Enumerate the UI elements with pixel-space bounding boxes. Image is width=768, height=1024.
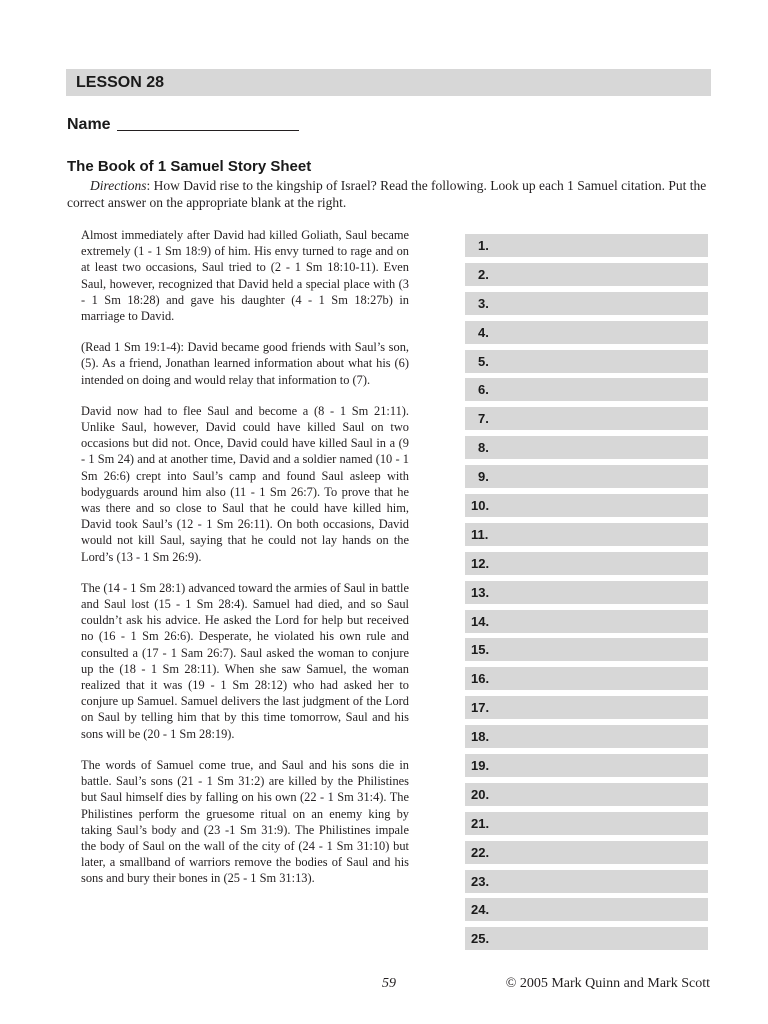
answer-number: 23. — [471, 873, 490, 889]
answer-blank-10[interactable] — [465, 494, 708, 517]
answer-number: 18. — [471, 729, 490, 745]
answer-blank-17[interactable] — [465, 696, 708, 719]
answer-blank-1[interactable] — [465, 234, 708, 257]
answer-blanks — [465, 234, 708, 956]
answer-blank-18[interactable] — [465, 725, 708, 748]
answer-number: 13. — [471, 584, 490, 600]
answer-blank-4[interactable] — [465, 321, 708, 344]
answer-number: 20. — [471, 786, 490, 802]
answer-number: 19. — [471, 758, 490, 774]
answer-number: 15. — [471, 642, 490, 658]
story-paragraph: The (14 - 1 Sm 28:1) advanced toward the armies of Saul in battle and Saul lost (15 - 1 Sm 28:4). Samuel had died, and so Saul couldn’t ask his advice. He asked the Lord for help but received no (16 - 1 Sm 26:6). Desperate, he violated his own rule and consulted a (17 - 1 Sam 26:7). Saul asked the woman to conjure up the (18 - 1 Sm 28:11). When she saw Samuel, the woman realized that it was (19 - 1 Sm 28:12) who had asked her to conjure up Samuel. Samuel delivers the last judgment of the Lord on Saul by telling him that by this time tomorrow, Saul and his sons will be (20 - 1 Sm 28:19). — [81, 580, 409, 741]
answer-number: 6. — [478, 382, 489, 398]
answer-blank-14[interactable] — [465, 610, 708, 633]
answer-blank-5[interactable] — [465, 350, 708, 373]
answer-blank-8[interactable] — [465, 436, 708, 459]
answer-blank-23[interactable] — [465, 870, 708, 893]
answer-blank-7[interactable] — [465, 407, 708, 430]
answer-number: 7. — [478, 411, 489, 427]
story-paragraph: The words of Samuel come true, and Saul and his sons die in battle. Saul’s sons (21 - 1 Sm 31:2) are killed by the Philistines but Saul himself dies by falling on his own (22 - 1 Sm 31:4). The Philistines perform the gruesome ritual on an enemy king by taking Saul’s body and (23 -1 Sm 31:9). The Philistines impale the body of Saul on the wall of the city of (24 - 1 Sm 31:10) but later, a smallband of warriors remove the bodies of Saul and his sons and bury their bones in (25 - 1 Sm 31:13). — [81, 757, 409, 886]
name-blank[interactable] — [117, 116, 299, 131]
directions-text: : How David rise to the kingship of Israel? Read the following. Look up each 1 Samuel citation. Put the correct answer on the appropriate blank at the right. — [67, 178, 707, 210]
story-paragraph: David now had to flee Saul and become a (8 - 1 Sm 21:11). Unlike Saul, however, David could have killed Saul on two occasions but did not. Once, David could have killed Saul in a (9 - 1 Sm 24) and at another time, David and a soldier named (10 - 1 Sm 26:6) crept into Saul’s camp and found Saul asleep with bodyguards around him also (11 - 1 Sm 26:7). To prove that he was there and so close to Saul that he could have killed him, David took Saul’s (12 - 1 Sm 26:11). On both occasions, David would not kill Saul, saying that he could not lay hands on the Lord’s (13 - 1 Sm 26:9). — [81, 403, 409, 564]
answer-blank-22[interactable] — [465, 841, 708, 864]
answer-blank-15[interactable] — [465, 638, 708, 661]
lesson-title: LESSON 28 — [76, 74, 165, 91]
answer-number: 22. — [471, 844, 490, 860]
name-field — [67, 116, 299, 134]
answer-number: 4. — [478, 324, 489, 340]
answer-blank-24[interactable] — [465, 898, 708, 921]
answer-blank-25[interactable] — [465, 927, 708, 950]
answer-number: 21. — [471, 815, 490, 831]
answer-number: 9. — [478, 469, 489, 485]
answer-blank-16[interactable] — [465, 667, 708, 690]
answer-number: 14. — [471, 613, 490, 629]
answer-blank-12[interactable] — [465, 552, 708, 575]
page-number: 59 — [382, 976, 396, 991]
answer-number: 16. — [471, 671, 490, 687]
story-text — [81, 227, 409, 902]
answer-blank-20[interactable] — [465, 783, 708, 806]
answer-blank-13[interactable] — [465, 581, 708, 604]
name-label: Name — [67, 116, 111, 133]
copyright: © 2005 Mark Quinn and Mark Scott — [505, 976, 710, 991]
answer-number: 12. — [471, 555, 490, 571]
directions-label: Directions — [90, 178, 147, 193]
answer-blank-3[interactable] — [465, 292, 708, 315]
answer-blank-19[interactable] — [465, 754, 708, 777]
answer-blank-2[interactable] — [465, 263, 708, 286]
answer-blank-11[interactable] — [465, 523, 708, 546]
answer-number: 2. — [478, 266, 489, 282]
story-paragraph: Almost immediately after David had killed Goliath, Saul became extremely (1 - 1 Sm 18:9) of him. His envy turned to rage and on at least two occasions, Saul tried to (2 - 1 Sm 18:10-11). Even Saul, however, recognized that David held a special place with (3 - 1 Sm 18:28) and gave his daughter (4 - 1 Sm 18:27b) in marriage to David. — [81, 228, 409, 324]
answer-number: 24. — [471, 902, 490, 918]
answer-number: 1. — [478, 238, 489, 253]
answer-blank-9[interactable] — [465, 465, 708, 488]
answer-number: 17. — [471, 700, 490, 716]
answer-blank-21[interactable] — [465, 812, 708, 835]
page-title: The Book of 1 Samuel Story Sheet — [67, 158, 312, 175]
answer-number: 5. — [478, 353, 489, 369]
answer-number: 10. — [471, 498, 490, 514]
answer-blank-6[interactable] — [465, 378, 708, 401]
answer-number: 8. — [478, 440, 489, 456]
lesson-header — [66, 69, 711, 96]
directions — [67, 177, 711, 211]
answer-number: 25. — [471, 931, 490, 947]
answer-number: 3. — [478, 295, 489, 311]
story-paragraph: (Read 1 Sm 19:1-4): David became good friends with Saul’s son, (5). As a friend, Jonathan learned information about what his (6) intended on doing and would relay that information to (7). — [81, 340, 409, 387]
answer-number: 11. — [471, 526, 489, 542]
